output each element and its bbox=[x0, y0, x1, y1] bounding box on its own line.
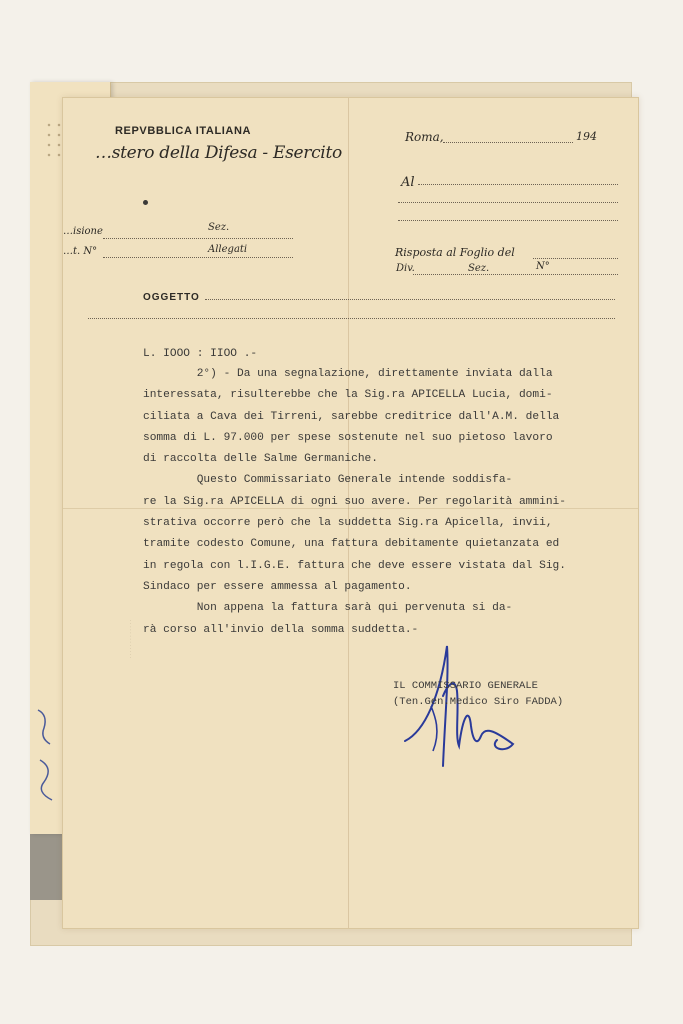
body-line: 2°) - Da una segnalazione, direttamente inviata dalla bbox=[143, 368, 553, 380]
prot-label: …t. N° bbox=[63, 246, 98, 257]
signature-title: IL COMMISSARIO GENERALE bbox=[393, 680, 538, 692]
oggetto-line-1 bbox=[205, 299, 615, 300]
body-line: ciliata a Cava dei Tirreni, sarebbe creditrice dall'A.M. della bbox=[143, 410, 560, 423]
addressee-line-2 bbox=[398, 202, 618, 203]
body-line: Sindaco per essere ammessa al pagamento. bbox=[143, 580, 412, 593]
divisione-label: …isione bbox=[63, 226, 103, 237]
sez2-label: Sez. bbox=[468, 263, 490, 274]
letter-sheet bbox=[62, 97, 639, 929]
signature-block bbox=[393, 678, 563, 710]
sez-label: Sez. bbox=[208, 222, 230, 233]
addressee-line-1 bbox=[418, 184, 618, 185]
body-line: interessata, risulterebbe che la Sig.ra APICELLA Lucia, domi- bbox=[143, 389, 553, 402]
date-line bbox=[443, 142, 573, 143]
body-line: re la Sig.ra APICELLA di ogni suo avere. Per regolarità ammini- bbox=[143, 495, 566, 508]
body-line: in regola con l.I.G.E. fattura che deve essere vistata dal Sig. bbox=[143, 559, 566, 572]
body-line: di raccolta delle Salme Germaniche. bbox=[143, 453, 378, 466]
body-line: rà corso all'invio della somma suddetta.- bbox=[143, 623, 419, 636]
reference-number: L. IOOO : IIOO .- bbox=[143, 348, 258, 360]
allegati-label: Allegati bbox=[208, 244, 248, 255]
roma-label: Roma, bbox=[405, 130, 444, 144]
body-line: tramite codesto Comune, una fattura debitamente quietanzata ed bbox=[143, 538, 560, 551]
risposta-line bbox=[533, 258, 618, 259]
oggetto-line-2 bbox=[88, 318, 615, 319]
printer-imprint: · · · · · · · · · · · · · bbox=[128, 619, 133, 658]
risposta-label: Risposta al Foglio del bbox=[395, 246, 515, 259]
divisione-line bbox=[103, 238, 293, 239]
addressee-line-3 bbox=[398, 220, 618, 221]
oggetto-label: OGGETTO bbox=[143, 292, 200, 303]
body-line: Questo Commissariato Generale intende soddisfa- bbox=[143, 474, 513, 487]
div-label: Div. bbox=[396, 263, 415, 274]
ministry-title: …stero della Difesa - Esercito bbox=[95, 143, 342, 163]
small-dot-mark bbox=[143, 200, 148, 205]
div-line bbox=[413, 274, 618, 275]
letter-body bbox=[143, 364, 566, 641]
body-line: Non appena la fattura sarà qui pervenuta si da- bbox=[143, 602, 513, 615]
ink-scrap-handwriting bbox=[30, 700, 64, 810]
republic-title: REPVBBLICA ITALIANA bbox=[115, 125, 252, 137]
body-line: strativa occorre però che la suddetta Sig.ra Apicella, invii, bbox=[143, 517, 553, 530]
al-label: Al bbox=[401, 175, 415, 190]
body-line: somma di L. 97.000 per spese sostenute nel suo pietoso lavoro bbox=[143, 431, 553, 444]
n-label: N° bbox=[536, 261, 550, 272]
signature-name: (Ten.Gen.Medico Siro FADDA) bbox=[393, 696, 564, 708]
prot-line bbox=[103, 257, 293, 258]
year-label: 194 bbox=[576, 130, 597, 143]
